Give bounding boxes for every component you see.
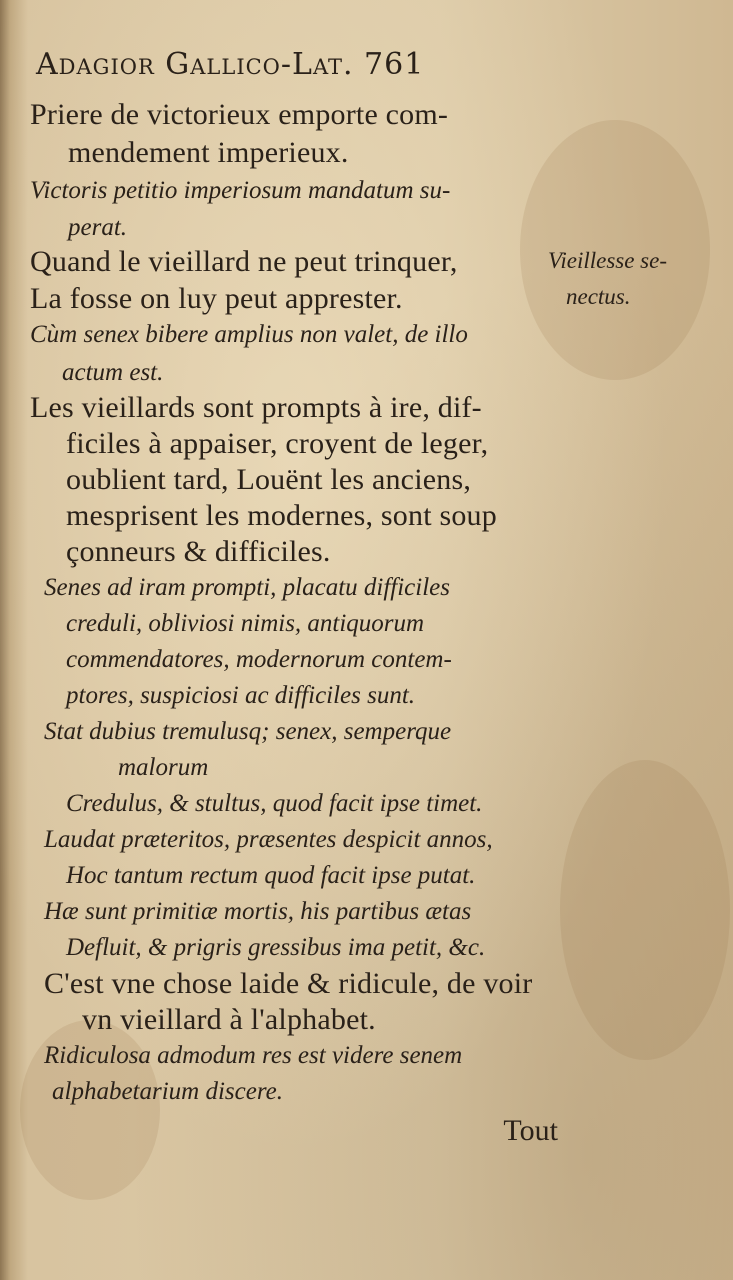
text-line: Senes ad iram prompti, placatu difficiles — [44, 574, 450, 601]
margin-note-line: nectus. — [566, 284, 631, 309]
margin-note-line: Vieillesse se- — [548, 248, 667, 273]
paper-stain — [560, 760, 730, 1060]
text-line: mendement imperieux. — [68, 136, 349, 169]
text-line: Les vieillards sont prompts à ire, dif- — [30, 391, 482, 424]
text-line: creduli, obliviosi nimis, antiquorum — [66, 610, 425, 637]
text-line: perat. — [68, 214, 128, 241]
text-line: oublient tard, Louënt les anciens, — [66, 463, 472, 496]
text-line: Quand le vieillard ne peut trinquer, — [30, 245, 458, 278]
text-line: Defluit, & prigris gressibus ima petit, &c. — [66, 934, 486, 961]
text-line: Stat dubius tremulusq; senex, semperque — [44, 718, 452, 745]
text-line: Ridiculosa admodum res est videre senem — [44, 1042, 463, 1069]
text-line: commendatores, modernorum contem- — [66, 646, 452, 673]
text-line: malorum — [118, 754, 209, 781]
text-line: Hoc tantum rectum quod facit ipse putat. — [66, 862, 476, 889]
text-line: Cùm senex bibere amplius non valet, de illo — [30, 321, 468, 348]
text-line: La fosse on luy peut apprester. — [30, 282, 403, 315]
text-line: Laudat præteritos, præsentes despicit annos, — [44, 826, 493, 853]
text-line: actum est. — [62, 359, 164, 386]
text-line: çonneurs & difficiles. — [66, 535, 331, 568]
catchword: Tout — [503, 1114, 558, 1147]
text-line: alphabetarium discere. — [52, 1078, 283, 1105]
text-line: ficiles à appaiser, croyent de leger, — [66, 427, 489, 460]
text-line: mesprisent les modernes, sont soup — [66, 499, 497, 532]
text-line: vn vieillard à l'alphabet. — [82, 1003, 376, 1036]
text-line: Victoris petitio imperiosum mandatum su- — [30, 177, 451, 204]
text-line: Hæ sunt primitiæ mortis, his partibus ætas — [44, 898, 472, 925]
text-line: Credulus, & stultus, quod facit ipse timet. — [66, 790, 483, 817]
text-line: Priere de victorieux emporte com- — [30, 98, 449, 131]
text-line: ptores, suspiciosi ac difficiles sunt. — [66, 682, 416, 709]
text-line: C'est vne chose laide & ridicule, de voir — [44, 967, 533, 1000]
running-title: Adagior Gallico-Lat. 761 — [36, 47, 425, 82]
